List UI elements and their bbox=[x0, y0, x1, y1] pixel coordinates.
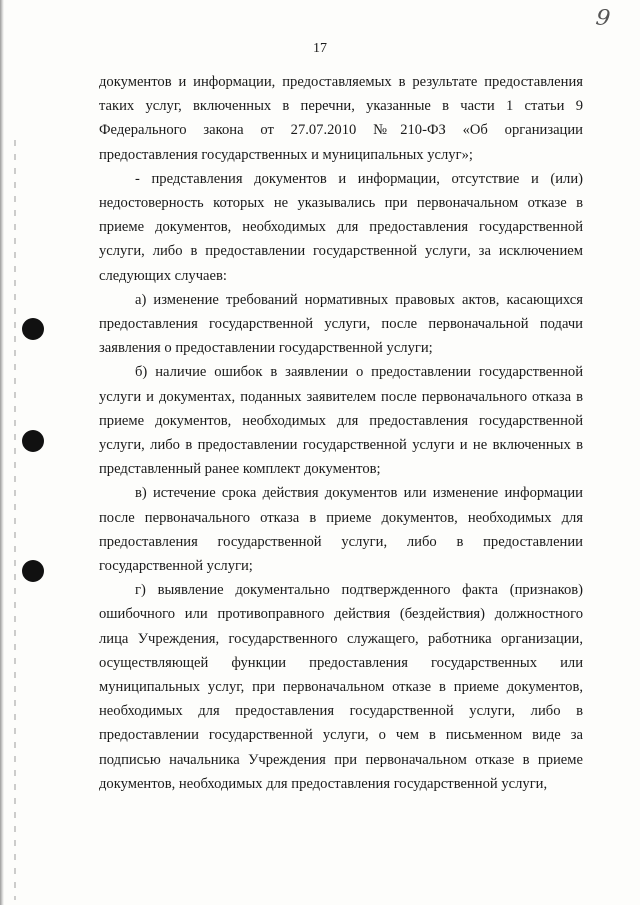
page-number: 17 bbox=[313, 41, 327, 56]
punch-hole bbox=[22, 430, 44, 452]
paragraph-item-a: а) изменение требований нормативных правовых актов, касающихся предоставления государственной услуги, после первоначальной подачи заявления о предоставлении государственной услуги; bbox=[99, 291, 583, 357]
paragraph-item-v: в) истечение срока действия документов или изменение информации после первоначального отказа в приеме документов, необходимых для предоставления государственной услуги, либо в предоставлении государственной услуги; bbox=[99, 485, 583, 575]
document-body bbox=[99, 70, 583, 796]
punch-hole bbox=[22, 318, 44, 340]
paragraph-item-b: б) наличие ошибок в заявлении о предоставлении государственной услуги и документах, поданных заявителем после первоначального отказа в приеме документов, необходимых для предоставления государственной услуги, либо в предоставлении государственной услуги и не включенных в представленный ранее комплект документов; bbox=[99, 364, 583, 478]
paragraph-continuation: документов и информации, предоставляемых в результате предоставления таких услуг, включенных в перечни, указанные в части 1 статьи 9 Федерального закона от 27.07.2010 №210-ФЗ «Об организации предоставления государственных и муниципальных услуг»; bbox=[99, 74, 583, 163]
scan-edge bbox=[0, 0, 4, 905]
scan-edge-streak bbox=[14, 140, 16, 900]
paragraph-bullet: - представления документов и информации, отсутствие и (или) недостоверность которых не указывались при первоначальном отказе в приеме документов, необходимых для предоставления государственной услуги, либо в предоставлении государственной услуги, за исключением следующих случаев: bbox=[99, 170, 583, 284]
punch-hole bbox=[22, 560, 44, 582]
handwritten-page-number: 9 bbox=[594, 5, 612, 32]
paragraph-item-g: г) выявление документально подтвержденного факта (признаков) ошибочного или противоправного действия (бездействия) должностного лица Учреждения, государственного служащего, работника организации, осуществляющей функции предоставления государственных или муниципальных услуг, при первоначальном отказе в приеме документов, необходимых для предоставления государственной услуги, либо в предоставлении государственной услуги, о чем в письменном виде за подписью начальника Учреждения при первоначальном отказе в приеме документов, необходимых для предоставления государственной услуги, bbox=[99, 582, 583, 792]
